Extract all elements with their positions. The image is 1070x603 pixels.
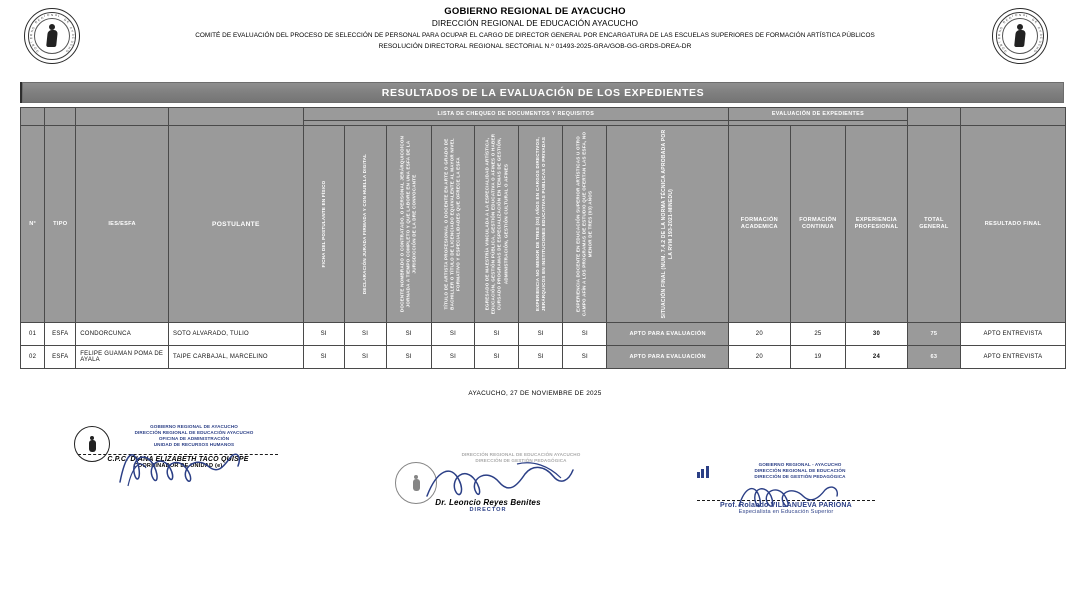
cell-c7: SI xyxy=(563,323,607,346)
signature-divider-3 xyxy=(697,500,875,501)
cell-c6: SI xyxy=(519,346,563,369)
cell-c1: SI xyxy=(303,323,344,346)
signature-seal-icon-1 xyxy=(74,426,110,462)
cell-experiencia-profesional: 30 xyxy=(846,323,908,346)
cell-situacion-final: APTO PARA EVALUACIÓN xyxy=(607,346,729,369)
col-header-formacion-continua: FORMACIÓN CONTINUA xyxy=(790,126,845,323)
table-header-row xyxy=(21,126,1066,323)
signature-block-3 xyxy=(697,462,875,515)
group-header-evaluation: EVALUACIÓN DE EXPEDIENTES xyxy=(728,108,907,121)
cell-total-general: 63 xyxy=(907,346,960,369)
col-header-egresado-maestria: EGRESADO DE MAESTRÍA VINCULADA A LA ESPECIALIDAD ARTÍSTICA, EDUCACIÓN, GESTIÓN PÚBLICA, GESTIÓN EDUCATIVA O AFINES O HABER CURSADO PROGRAMAS DE ESPECIALIZACIÓN EN TEMAS DE GESTIÓN, ADMINISTRACIÓN, GESTIÓN CULTURAL O AFINES xyxy=(474,126,518,323)
col-header-total-general: TOTAL GENERAL xyxy=(907,126,960,323)
cell-postulante: TAIPE CARBAJAL, MARCELINO xyxy=(169,346,304,369)
cell-c6: SI xyxy=(519,323,563,346)
cell-tipo: ESFA xyxy=(45,346,76,369)
table-group-header-row xyxy=(21,108,1066,121)
title-bar-label: RESULTADOS DE LA EVALUACIÓN DE LOS EXPEDIENTES xyxy=(381,86,705,99)
seal-left-text: G O B I E R N O R E G I O N A L D E A Y A C U C H O xyxy=(29,13,76,54)
cell-c4: SI xyxy=(431,323,474,346)
signature-stamp-line: DIRECCIÓN REGIONAL DE EDUCACIÓN AYACUCHO xyxy=(461,452,581,457)
document-header xyxy=(0,6,1070,52)
title-bar xyxy=(22,82,1064,103)
col-header-tipo: TIPO xyxy=(45,126,76,323)
cell-c2: SI xyxy=(344,346,386,369)
cell-c4: SI xyxy=(431,346,474,369)
signature-role-3: Especialista en Educación Superior xyxy=(738,509,834,515)
group-header-checklist: LISTA DE CHEQUEO DE DOCUMENTOS Y REQUISITOS xyxy=(303,108,728,121)
signature-stamp-line: DIRECCIÓN REGIONAL DE EDUCACIÓN xyxy=(754,468,846,473)
signature-stamp-line: GOBIERNO REGIONAL DE AYACUCHO xyxy=(150,424,238,429)
cell-formacion-continua: 19 xyxy=(790,346,845,369)
col-header-postulante: POSTULANTE xyxy=(169,126,304,323)
header-line-1: GOBIERNO REGIONAL DE AYACUCHO xyxy=(444,6,626,17)
signature-stamp-line: UNIDAD DE RECURSOS HUMANOS xyxy=(153,442,235,447)
col-header-experiencia-profesional: EXPERIENCIA PROFESIONAL xyxy=(846,126,908,323)
col-header-experiencia-docente: EXPERIENCIA DOCENTE EN EDUCACIÓN SUPERIOR ARTÍSTICAS U OTRO CAMPO AFÍN A LOS PROGRAMAS DE ESTUDIO QUE OFERTAN LAS ESFA, NO MENOR DE TRES (03) AÑOS xyxy=(563,126,607,323)
col-header-resultado-final: RESULTADO FINAL xyxy=(960,126,1065,323)
header-line-4: RESOLUCIÓN DIRECTORAL REGIONAL SECTORIAL N.º 01493-2025-GRA/GOB-GG-GRDS-DREA-DR xyxy=(378,43,692,50)
col-header-situacion-final: SITUACIÓN FINAL (NUM. 7.4.2 DE LA NORMA TÉCNICA APROBADA POR LA RVM 193-2021-MINEDU) xyxy=(607,126,729,323)
header-line-2: DIRECCIÓN REGIONAL DE EDUCACIÓN AYACUCHO xyxy=(431,19,639,28)
cell-formacion-academica: 20 xyxy=(728,323,790,346)
table-row xyxy=(21,323,1066,346)
header-line-3: COMITÉ DE EVALUACIÓN DEL PROCESO DE SELECCIÓN DE PERSONAL PARA OCUPAR EL CARGO DE DIRECTOR GENERAL POR ENCARGATURA DE LAS ESCUELAS SUPERIORES DE FORMACIÓN ARTÍSTICA PÚBLICOS xyxy=(195,32,875,39)
cell-total-general: 75 xyxy=(907,323,960,346)
cell-resultado-final: APTO ENTREVISTA xyxy=(960,346,1065,369)
cell-c7: SI xyxy=(563,346,607,369)
signature-name-3: Prof. Rolando VILLANUEVA PARIONA xyxy=(720,502,852,509)
cell-situacion-final: APTO PARA EVALUACIÓN xyxy=(607,323,729,346)
cell-n: 01 xyxy=(21,323,45,346)
cell-c3: SI xyxy=(386,346,431,369)
col-header-experiencia-directiva: EXPERIENCIA NO MENOR DE TRES (03) AÑOS EN CARGOS DIRECTIVOS, JERÁRQUICOS EN INSTITUCIONES EDUCATIVAS PUBLICAS O PRIVADAS xyxy=(519,126,563,323)
signature-seal-icon-2 xyxy=(395,462,437,504)
col-header-ies: IES/ESFA xyxy=(76,126,169,323)
cell-c5: SI xyxy=(474,346,518,369)
signature-divider-1 xyxy=(78,454,278,455)
signature-block-2 xyxy=(393,452,583,513)
results-table xyxy=(20,107,1066,369)
table-row xyxy=(21,346,1066,369)
cell-experiencia-profesional: 24 xyxy=(846,346,908,369)
cell-postulante: SOTO ALVARADO, TULIO xyxy=(169,323,304,346)
signature-role-1: COORDINADOR DE UNIDAD (e) xyxy=(133,463,223,469)
signature-stamp-line: DIRECCIÓN DE GESTIÓN PEDAGÓGICA xyxy=(475,458,567,463)
fecha-label: AYACUCHO, 27 DE NOVIEMBRE DE 2025 xyxy=(468,390,602,397)
cell-ies: CONDORCUNCA xyxy=(76,323,169,346)
cell-n: 02 xyxy=(21,346,45,369)
col-header-titulo-artista: TÍTULO DE ARTISTA PROFESIONAL O DOCENTE EN ARTE O GRADO DE BACHILLER O TÍTULO DE LICENCIADO EQUIVALENTE AL MAYOR NIVEL FORMATIVO Y ESPECIALIDADES QUE OFRECE LA ESFA xyxy=(431,126,474,323)
regional-logo-icon xyxy=(697,465,709,478)
signature-name-2: Dr. Leoncio Reyes Benites xyxy=(435,498,541,507)
cell-resultado-final: APTO ENTREVISTA xyxy=(960,323,1065,346)
col-header-n: N° xyxy=(21,126,45,323)
cell-c5: SI xyxy=(474,323,518,346)
col-header-docente-nombrado: DOCENTE NOMBRADO O CONTRATADO, O PERSONAL JERÁRQUICO/CON JORNADA A TIEMPO COMPLETO Y QUE LABORE EN UNA ESFA DE LA JURISDICCIÓN DE LA DRE CONVOCANTE xyxy=(386,126,431,323)
cell-c2: SI xyxy=(344,323,386,346)
cell-formacion-academica: 20 xyxy=(728,346,790,369)
signature-stamp-line: GOBIERNO REGIONAL - AYACUCHO xyxy=(758,462,842,467)
cell-c1: SI xyxy=(303,346,344,369)
signature-stamp-line: DIRECCIÓN REGIONAL DE EDUCACIÓN AYACUCHO xyxy=(134,430,254,435)
cell-tipo: ESFA xyxy=(45,323,76,346)
signature-block-1 xyxy=(78,424,278,469)
signature-stamp-line: DIRECCIÓN DE GESTIÓN PEDAGÓGICA xyxy=(754,474,846,479)
cell-ies: FELIPE GUAMAN POMA DE AYALA xyxy=(76,346,169,369)
cell-c3: SI xyxy=(386,323,431,346)
col-header-declaracion-jurada: DECLARACIÓN JURADA FIRMADA Y CON HUELLA DIGITAL xyxy=(344,126,386,323)
seal-right-text: G O B I E R N O R E G I O N A L D E A Y A C U C H O xyxy=(997,13,1044,54)
col-header-ficha-fisico: FICHA DEL POSTULANTE EN FÍSICO xyxy=(303,126,344,323)
col-header-formacion-academica: FORMACIÓN ACADEMICA xyxy=(728,126,790,323)
signature-name-1: C.P.C. DIANA ELIZABETH TACO QUISPE xyxy=(107,456,249,463)
signature-stamp-line: OFICINA DE ADMINISTRACIÓN xyxy=(158,436,230,441)
cell-formacion-continua: 25 xyxy=(790,323,845,346)
signature-role-2: DIRECTOR xyxy=(469,507,507,513)
